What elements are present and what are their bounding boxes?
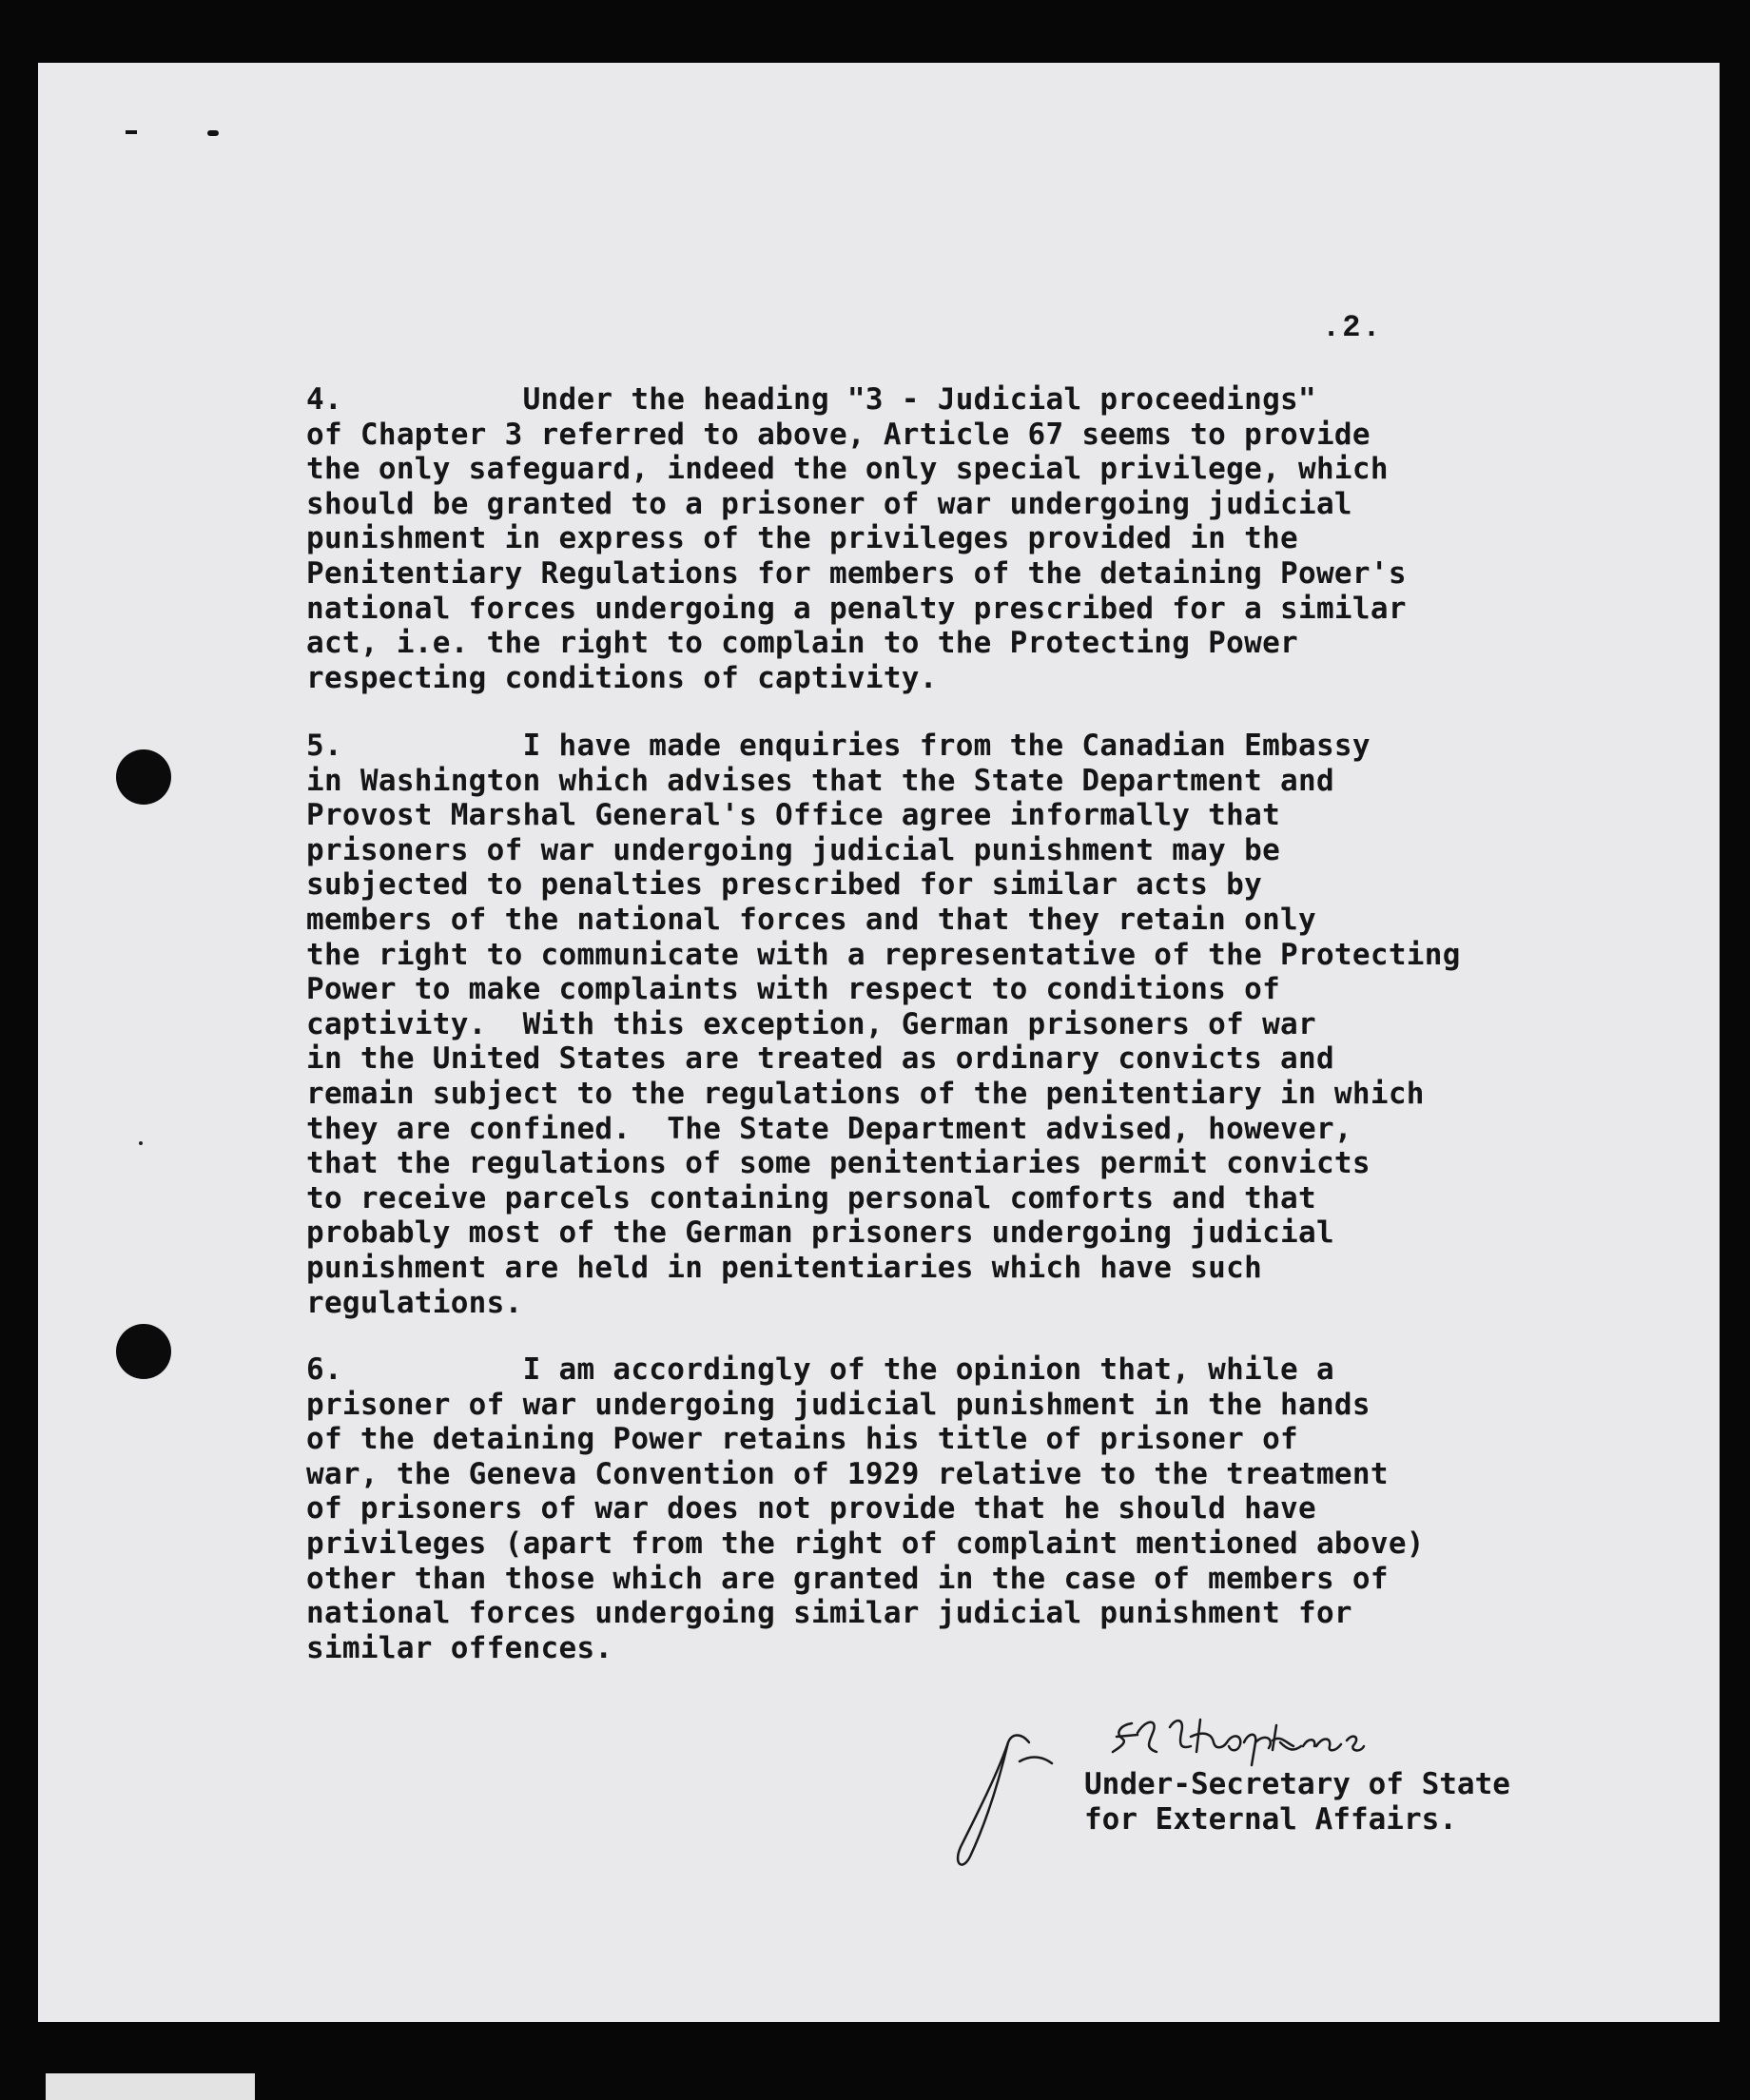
text-line: probably most of the German prisoners undergoing judicial [306,1215,1334,1251]
paragraph-6 [306,1352,1425,1665]
text-line: privileges (apart from the right of complaint mentioned above) [306,1526,1425,1561]
text-line: they are confined. The State Department advised, however, [306,1111,1352,1146]
text-line: that the regulations of some penitentiaries permit convicts [306,1146,1371,1181]
text-line: should be granted to a prisoner of war undergoing judicial [306,486,1352,521]
margin-dot [139,1141,143,1145]
signature-title-line-2: for External Affairs. [1084,1801,1457,1837]
text-line: the right to communicate with a representative of the Protecting [306,937,1461,972]
page-number: .2. [1322,310,1383,345]
text-line: of prisoners of war does not provide that he should have [306,1491,1316,1526]
text-line: in the United States are treated as ordinary convicts and [306,1041,1334,1077]
text-line: remain subject to the regulations of the penitentiary in which [306,1076,1425,1111]
text-line: war, the Geneva Convention of 1929 relative to the treatment [306,1456,1389,1491]
text-line: punishment in express of the privileges provided in the [306,521,1298,556]
punch-hole-lower [116,1324,171,1379]
text-line: Provost Marshal General's Office agree informally that [306,798,1281,833]
text-line: Power to make complaints with respect to conditions of [306,972,1281,1007]
margin-mark [126,130,137,134]
text-line: 6. I am accordingly of the opinion that, while a [306,1352,1334,1387]
text-line: punishment are held in penitentiaries which have such [306,1250,1263,1285]
text-line: of the detaining Power retains his title of prisoner of [306,1422,1298,1457]
text-line: 4. Under the heading "3 - Judicial proceedings" [306,382,1316,417]
punch-hole-upper [116,749,171,805]
text-line: similar offences. [306,1630,613,1665]
paragraph-5 [306,729,1461,1320]
paragraph-4 [306,382,1407,695]
text-line: other than those which are granted in the case of members of [306,1561,1389,1596]
text-line: members of the national forces and that they retain only [306,902,1316,937]
text-line: to receive parcels containing personal comforts and that [306,1180,1316,1215]
text-line: of Chapter 3 referred to above, Article 67 seems to provide [306,417,1371,452]
film-label-strip [46,2073,255,2100]
text-line: national forces undergoing a penalty prescribed for a similar [306,591,1407,626]
margin-mark [207,130,219,136]
text-line: in Washington which advises that the State Department and [306,763,1334,798]
text-line: prisoner of war undergoing judicial punishment in the hands [306,1387,1371,1422]
signature-title-line-1: Under-Secretary of State [1084,1767,1510,1801]
text-line: the only safeguard, indeed the only special privilege, which [306,452,1389,487]
text-line: act, i.e. the right to complain to the Protecting Power [306,626,1298,661]
text-line: regulations. [306,1285,523,1320]
text-line: national forces undergoing similar judicial punishment for [306,1596,1352,1631]
text-line: 5. I have made enquiries from the Canadian Embassy [306,729,1371,763]
text-line: subjected to penalties prescribed for similar acts by [306,867,1263,903]
text-line: prisoners of war undergoing judicial punishment may be [306,832,1281,867]
text-line: captivity. With this exception, German prisoners of war [306,1006,1316,1041]
signature-title [1084,1767,1510,1837]
text-line: Penitentiary Regulations for members of the detaining Power's [306,555,1407,591]
text-line: respecting conditions of captivity. [306,660,938,695]
